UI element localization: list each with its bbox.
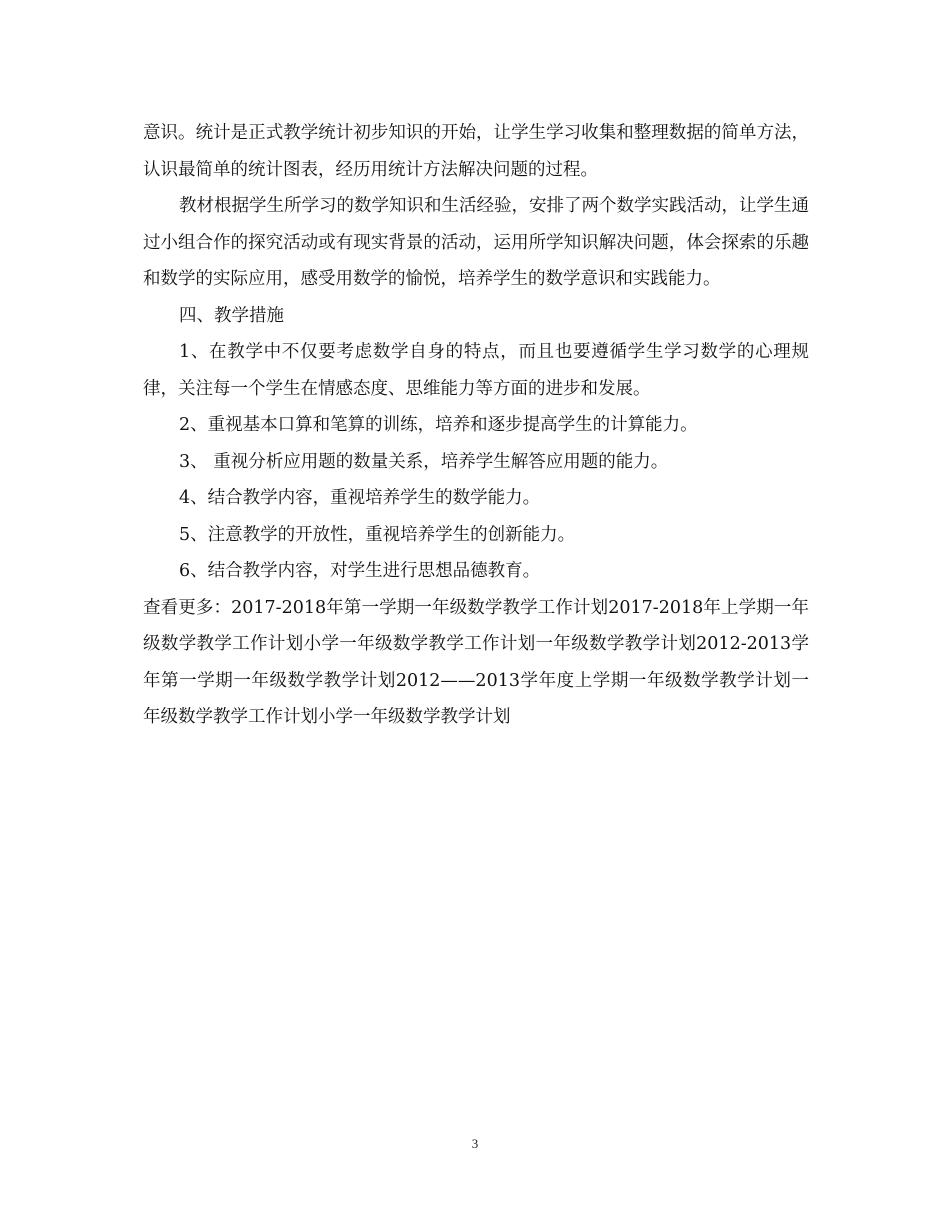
measure-item-4: 4、结合教学内容，重视培养学生的数学能力。 <box>179 488 541 508</box>
paragraph-continuation: 意识。统计是正式教学统计初步知识的开始，让学生学习收集和整理数据的简单方法，认识最简单的统计图表，经历用统计方法解决问题的过程。 <box>143 123 809 180</box>
measure-item-1: 1、在教学中不仅要考虑数学自身的特点，而且也要遵循学生学习数学的心理规律，关注每一个学生在情感态度、思维能力等方面的进步和发展。 <box>143 342 809 399</box>
measure-item-5: 5、注意教学的开放性，重视培养学生的创新能力。 <box>179 524 576 545</box>
measure-item-3: 3、 重视分析应用题的数量关系，培养学生解答应用题的能力。 <box>179 451 669 472</box>
measure-item-2: 2、重视基本口算和笔算的训练，培养和逐步提高学生的计算能力。 <box>179 415 698 435</box>
page-number: 3 <box>471 1136 479 1151</box>
see-more-links[interactable]: 查看更多：2017-2018年第一学期一年级数学教学工作计划2017-2018年上学期一年级数学教学工作计划小学一年级数学教学工作计划一年级数学教学计划2012-2013学年第一学期一年级数学教学计划2012——2013学年度上学期一年级数学教学计划一年级数学教学工作计划小学一年级数学教学计划 <box>143 597 809 727</box>
paragraph-practice-activities: 教材根据学生所学习的数学知识和生活经验，安排了两个数学实践活动，让学生通过小组合作的探究活动或有现实背景的活动，运用所学知识解决问题，体会探索的乐趣和数学的实际应用，感受用数学的愉悦，培养学生的数学意识和实践能力。 <box>143 196 809 289</box>
page-content <box>143 115 809 736</box>
section-heading-teaching-measures: 四、教学措施 <box>179 305 284 326</box>
measure-item-6: 6、结合教学内容，对学生进行思想品德教育。 <box>179 561 541 581</box>
